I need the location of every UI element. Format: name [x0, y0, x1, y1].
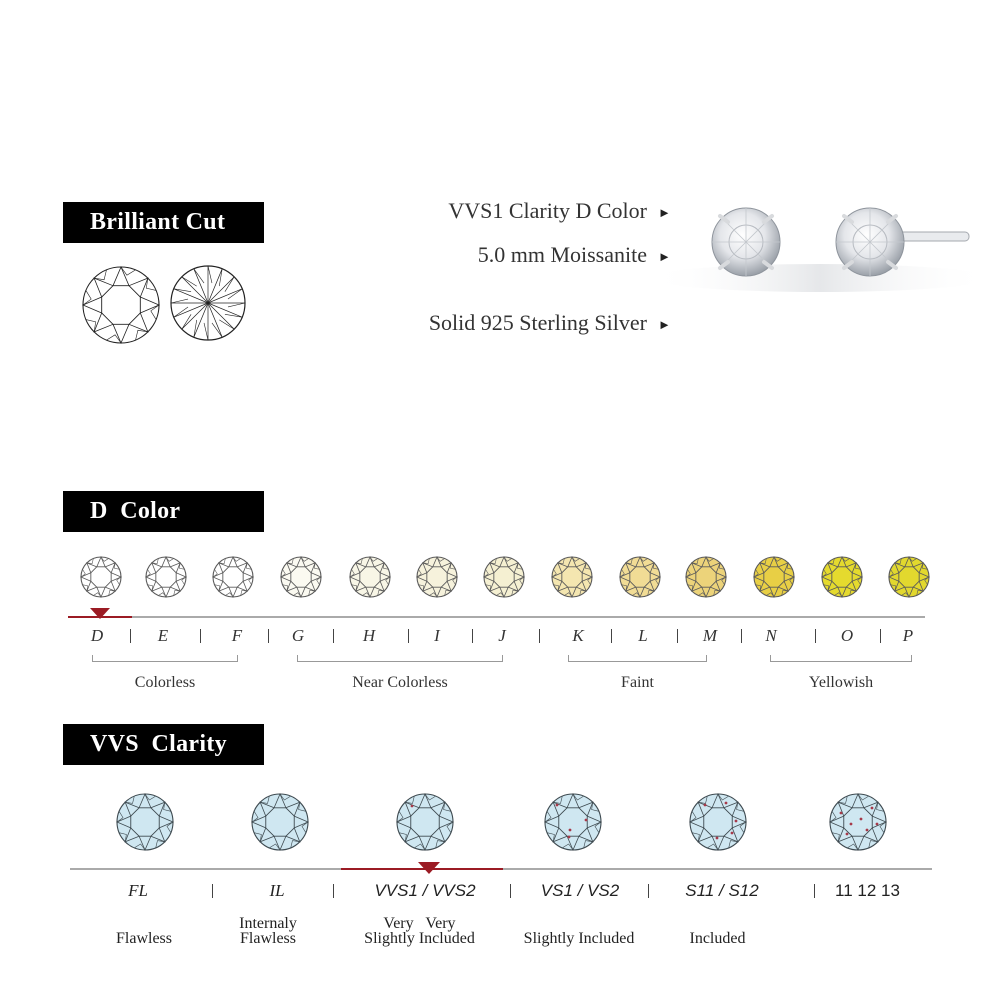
clarity-label-line: Included [689, 930, 746, 947]
inclusion-dot [731, 832, 734, 835]
inclusion-dot [876, 823, 879, 826]
clarity-label-line [660, 916, 775, 931]
color-stone-d [81, 557, 121, 597]
group-label-faint: Faint [621, 674, 654, 691]
color-stone-m [686, 557, 726, 597]
faint-bracket [568, 655, 707, 662]
clarity-grade-il: IL [269, 881, 285, 900]
clarity-separator [333, 884, 334, 898]
color-grade-m: M [702, 626, 718, 645]
clarity-label-line [88, 916, 200, 931]
color-grade-separator [200, 629, 201, 643]
clarity-banner [63, 724, 264, 765]
clarity-label-line: Slightly Included [523, 930, 635, 947]
color-grade-separator [130, 629, 131, 643]
color-stone-f [213, 557, 253, 597]
clarity-label-vs [505, 916, 653, 946]
color-grade-e: E [157, 626, 169, 645]
clarity-label-line: Internaly [239, 915, 297, 932]
clarity-label-vvs [342, 916, 497, 946]
clarity-grade-vvs: VVS1 / VVS2 [374, 881, 476, 900]
clarity-stone-4 [545, 794, 601, 850]
near-colorless-bracket [297, 655, 503, 662]
color-grade-n: N [765, 626, 777, 645]
inclusion-dot [568, 836, 571, 839]
clarity-label-internally-flawless [212, 916, 324, 946]
clarity-label-line [505, 916, 653, 931]
color-stone-e [146, 557, 186, 597]
clarity-grade-i: 11 12 13 [835, 881, 900, 900]
clarity-grade-si: S11 / S12 [685, 881, 759, 900]
group-label-near-colorless: Near Colorless [352, 674, 448, 691]
clarity-label-line: Very Very [383, 915, 456, 932]
inclusion-dot [725, 802, 728, 805]
color-grade-separator [539, 629, 540, 643]
color-grade-p: P [902, 626, 914, 645]
clarity-scale [0, 780, 1000, 880]
color-stone-g [281, 557, 321, 597]
clarity-stone-3 [397, 794, 453, 850]
inclusion-dot [840, 812, 843, 815]
color-grade-g: G [291, 626, 305, 645]
inclusion-dot [704, 804, 707, 807]
clarity-stone-1 [117, 794, 173, 850]
clarity-grade-vs: VS1 / VS2 [540, 881, 620, 900]
color-grade-l: L [638, 626, 648, 645]
color-stone-o [822, 557, 862, 597]
color-banner [63, 491, 264, 532]
clarity-title: VVS Clarity [90, 731, 227, 757]
color-grade-separator [880, 629, 881, 643]
clarity-separator [212, 884, 213, 898]
group-label-yellowish: Yellowish [808, 674, 874, 691]
color-stone-h [350, 557, 390, 597]
color-stone-l [620, 557, 660, 597]
clarity-separator [648, 884, 649, 898]
clarity-stone-5 [690, 794, 746, 850]
color-grade-separator [611, 629, 612, 643]
clarity-label-flawless [88, 916, 200, 946]
pavilion-view-diagram [171, 266, 245, 340]
color-stone-k [552, 557, 592, 597]
brilliant-cut-banner [63, 202, 264, 243]
clarity-label-line: Flawless [240, 930, 296, 947]
brilliant-cut-title: Brilliant Cut [90, 209, 226, 235]
inclusion-dot [716, 837, 719, 840]
clarity-stone-6 [830, 794, 886, 850]
color-grade-f: F [231, 626, 243, 645]
spec-arrow-icon: ► [658, 205, 671, 220]
color-grade-separator [815, 629, 816, 643]
crown-view-diagram [83, 267, 159, 343]
color-grade-h: H [362, 626, 376, 645]
color-grade-separator [677, 629, 678, 643]
color-grade-j: J [498, 626, 506, 645]
spec-size: 5.0 mm Moissanite [477, 242, 647, 267]
crown-view-icon [83, 267, 159, 343]
clarity-grade-fl: FL [128, 881, 148, 900]
spec-arrow-icon: ► [658, 317, 671, 332]
cut-diagrams [63, 248, 273, 348]
color-grade-separator [472, 629, 473, 643]
spec-metal: Solid 925 Sterling Silver [428, 310, 647, 335]
yellowish-bracket [770, 655, 912, 662]
group-label-colorless: Colorless [134, 674, 196, 691]
inclusion-dot [866, 829, 869, 832]
color-grade-k: K [572, 626, 584, 645]
clarity-stone-2 [252, 794, 308, 850]
color-scale [0, 550, 1000, 630]
color-grade-separator [408, 629, 409, 643]
clarity-separator [510, 884, 511, 898]
inclusion-dot [735, 820, 738, 823]
spec-clarity-color: VVS1 Clarity D Color [448, 198, 647, 223]
color-grade-o: O [840, 626, 854, 645]
inclusion-dot [846, 833, 849, 836]
colorless-bracket [92, 655, 238, 662]
left-stud-earring [712, 208, 780, 276]
clarity-label-line: Flawless [116, 930, 172, 947]
color-grade-i: I [434, 626, 440, 645]
clarity-label-included [660, 916, 775, 946]
inclusion-dot [585, 819, 588, 822]
clarity-label-line: Slightly Included [364, 930, 475, 947]
pavilion-view-icon [171, 266, 245, 340]
inclusion-dot [569, 829, 572, 832]
color-stone-i [417, 557, 457, 597]
stud-earrings-image [650, 190, 980, 300]
color-grade-separator [268, 629, 269, 643]
inclusion-dot [850, 823, 853, 826]
inclusion-dot [556, 804, 559, 807]
inclusion-dot [860, 818, 863, 821]
color-grade-d: D [90, 626, 104, 645]
color-stone-p [889, 557, 929, 597]
color-grade-separator [333, 629, 334, 643]
color-stone-j [484, 557, 524, 597]
color-stone-n [754, 557, 794, 597]
color-grade-separator [741, 629, 742, 643]
inclusion-dot [411, 805, 414, 808]
spec-arrow-icon: ► [658, 249, 671, 264]
inclusion-dot [871, 807, 874, 810]
color-title: D Color [90, 498, 181, 524]
